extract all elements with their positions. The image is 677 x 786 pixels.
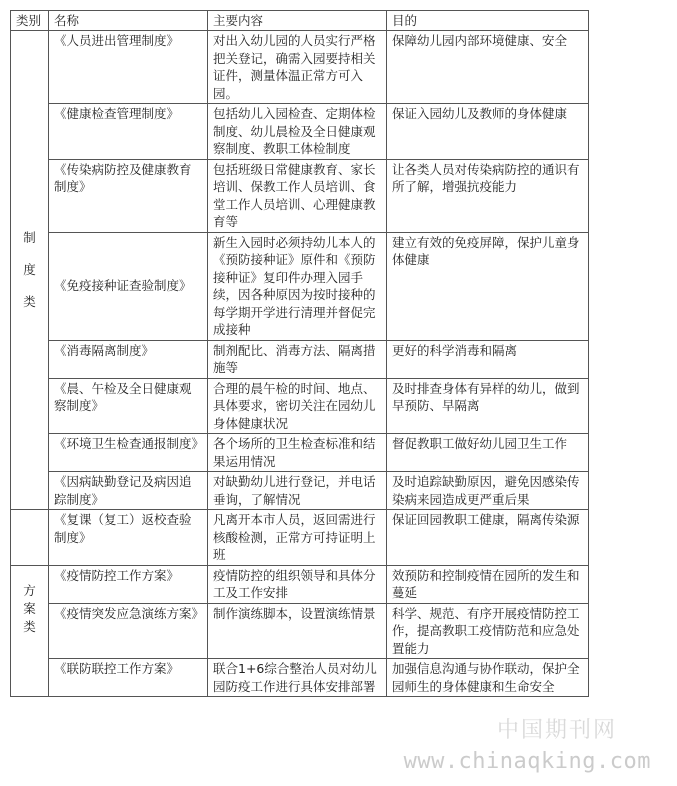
row-purpose: 更好的科学消毒和隔离 (387, 340, 589, 378)
row-content: 联合1+6综合整治人员对幼儿园防疫工作进行具体安排部署 (208, 659, 387, 697)
row-name: 《联防联控工作方案》 (49, 659, 208, 697)
row-purpose: 及时排查身体有异样的幼儿，做到早预防、早隔离 (387, 378, 589, 434)
table-row (11, 104, 589, 160)
row-content: 各个场所的卫生检查标准和结果运用情况 (208, 434, 387, 472)
category-plan-cell (11, 565, 49, 697)
row-name: 《环境卫生检查通报制度》 (49, 434, 208, 472)
row-content: 合理的晨午检的时间、地点、具体要求，密切关注在园幼儿身体健康状况 (208, 378, 387, 434)
watermark-site: www.chinaqking.com (403, 749, 651, 774)
table-row (11, 603, 589, 659)
row-purpose: 效预防和控制疫情在园所的发生和蔓延 (387, 565, 589, 603)
category-system-label: 制度类 (23, 230, 36, 309)
table-row (11, 472, 589, 510)
table-row (11, 159, 589, 232)
row-name: 《人员进出管理制度》 (49, 31, 208, 104)
row-purpose: 保障幼儿园内部环境健康、安全 (387, 31, 589, 104)
row-purpose: 让各类人员对传染病防控的通识有所了解，增强抗疫能力 (387, 159, 589, 232)
category-empty-cell (11, 510, 49, 566)
row-purpose: 建立有效的免疫屏障，保护儿童身体健康 (387, 232, 589, 340)
header-category: 类别 (11, 11, 49, 31)
row-content: 包括幼儿入园检查、定期体检制度、幼儿晨检及全日健康观察制度、教职工体检制度 (208, 104, 387, 160)
table-row (11, 434, 589, 472)
header-content: 主要内容 (208, 11, 387, 31)
row-name: 《健康检查管理制度》 (49, 104, 208, 160)
row-content: 凡离开本市人员，返回需进行核酸检测，正常方可持证明上班 (208, 510, 387, 566)
table-row (11, 378, 589, 434)
header-purpose: 目的 (387, 11, 589, 31)
row-purpose: 督促教职工做好幼儿园卫生工作 (387, 434, 589, 472)
row-name: 《免疫接种证查验制度》 (49, 232, 208, 340)
row-name: 《消毒隔离制度》 (49, 340, 208, 378)
row-content: 包括班级日常健康教育、家长培训、保教工作人员培训、食堂工作人员培训、心理健康教育等 (208, 159, 387, 232)
row-purpose: 及时追踪缺勤原因，避免因感染传染病来园造成更严重后果 (387, 472, 589, 510)
table-row (11, 31, 589, 104)
table-row (11, 232, 589, 340)
header-name: 名称 (49, 11, 208, 31)
table-row (11, 340, 589, 378)
row-content: 疫情防控的组织领导和具体分工及工作安排 (208, 565, 387, 603)
row-name: 《疫情防控工作方案》 (49, 565, 208, 603)
row-name: 《因病缺勤登记及病因追踪制度》 (49, 472, 208, 510)
row-content: 对出入幼儿园的人员实行严格把关登记，确需入园要持相关证件，测量体温正常方可入园。 (208, 31, 387, 104)
table-row (11, 659, 589, 697)
table-row (11, 510, 589, 566)
row-name: 《晨、午检及全日健康观察制度》 (49, 378, 208, 434)
row-name: 《复课（复工）返校查验制度》 (49, 510, 208, 566)
row-purpose: 保证回园教职工健康，隔离传染源 (387, 510, 589, 566)
category-system-cell (11, 31, 49, 510)
row-content: 对缺勤幼儿进行登记，并电话垂询，了解情况 (208, 472, 387, 510)
row-purpose: 保证入园幼儿及教师的身体健康 (387, 104, 589, 160)
row-name: 《疫情突发应急演练方案》 (49, 603, 208, 659)
watermark-cn: 中国期刊网 (496, 718, 617, 743)
table-header-row (11, 11, 589, 31)
row-name: 《传染病防控及健康教育制度》 (49, 159, 208, 232)
row-content: 制作演练脚本，设置演练情景 (208, 603, 387, 659)
category-plan-label: 方案类 (23, 582, 36, 634)
row-purpose: 科学、规范、有序开展疫情防控工作，提高教职工疫情防范和应急处置能力 (387, 603, 589, 659)
row-purpose: 加强信息沟通与协作联动，保护全园师生的身体健康和生命安全 (387, 659, 589, 697)
row-content: 制剂配比、消毒方法、隔离措施等 (208, 340, 387, 378)
row-content: 新生入园时必须持幼儿本人的《预防接种证》原件和《预防接种证》复印件办理入园手续，因各种原因为按时接种的每学期开学进行清理并督促完成接种 (208, 232, 387, 340)
table-row (11, 565, 589, 603)
policy-table (10, 10, 589, 697)
